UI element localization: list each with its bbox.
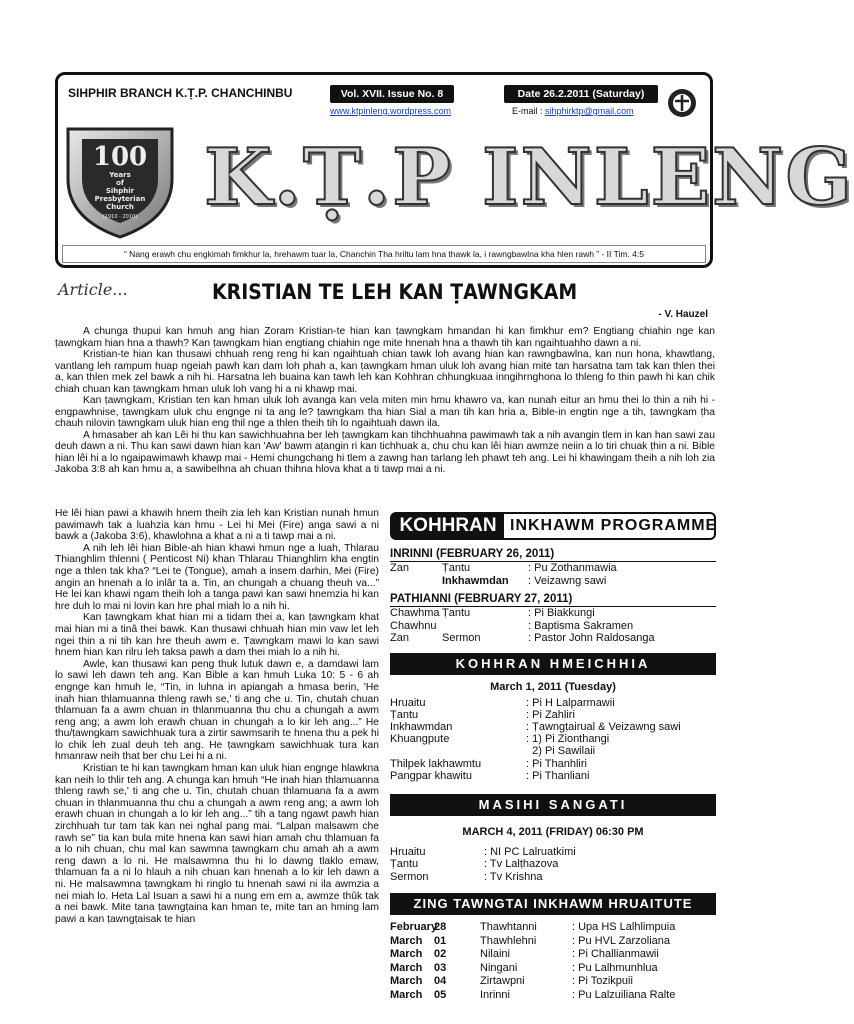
row-role: Ṭantu: [442, 607, 471, 619]
schedule-row: [390, 632, 716, 645]
shield-line: of: [116, 179, 124, 187]
row-role: Sermon: [390, 870, 429, 883]
row-value: : Pi Thanliani: [526, 769, 590, 782]
row-role: Inkhawmdan: [442, 574, 509, 587]
programme-banner-left: KOHHRAN: [392, 514, 504, 538]
row-month: March: [390, 934, 423, 947]
schedule-row: [390, 620, 716, 633]
article-paragraph: He lêi hian pawi a khawih hnem theih zia leh kan Kristian nunah hmun pawimawh tak a luahzia kan hmu - Lei hi Mei (Fire) anga sawi a ni bawk a (Jakoba 3:6), khawlohna a khat a ni a ti tawp mai a ni.: [55, 508, 379, 543]
row-day: 03: [434, 961, 447, 974]
row-value: : Pi Zahliri: [526, 708, 575, 721]
row-value: : Pi Thanhliri: [526, 757, 587, 770]
row-value: : Tv Krishna: [484, 870, 543, 883]
row-month: March: [390, 988, 423, 1001]
row-weekday: Inrinni: [480, 988, 510, 1001]
row-role: Hruaitu: [390, 696, 426, 709]
row-day: 04: [434, 975, 447, 988]
sangati-banner: MASIHI SANGATI: [390, 794, 716, 816]
newsletter-title: K.Ṭ.P INLENG: [204, 132, 854, 223]
row-role: Khuangpute: [390, 733, 450, 746]
row-weekday: Ningani: [480, 961, 518, 974]
row-time: Chawhnu: [390, 619, 437, 632]
row-weekday: Nilaini: [480, 948, 510, 961]
shield-number: 100: [92, 142, 148, 172]
website-link[interactable]: www.ktpinleng.wordpress.com: [330, 106, 452, 116]
row-value: : Tv Lalṭhazova: [484, 858, 559, 871]
row-weekday: Zirtawpni: [480, 975, 525, 988]
sangati-row: [390, 871, 716, 883]
row-value: : Pi Tozikpuii: [572, 975, 633, 988]
row-value: 2) Pi Sawilaii: [526, 745, 596, 758]
row-time: Zan: [390, 632, 409, 644]
article-author: - V. Hauzel: [658, 309, 708, 320]
masthead-verse: “ Nang erawh chu engkimah fimkhur la, hrehawm tuar la, Chanchin Tha hriltu lam hna thawk la, i rawngbawlna kha hlen rawh ” - II Tim. 4:5: [62, 245, 706, 263]
zing-row: [390, 935, 716, 949]
row-value: : Pu Lalzuiliana Ralte: [572, 988, 676, 1001]
row-time: Zan: [390, 562, 409, 574]
masthead: [55, 72, 854, 268]
sangati-date: MARCH 4, 2011 (FRIDAY) 06:30 PM: [462, 825, 644, 838]
section-heading: PATHIANNI (FEBRUARY 27, 2011): [390, 593, 716, 607]
programme-section: [390, 548, 716, 587]
row-value: : Upa HS Lalhlimpuia: [572, 921, 676, 934]
hmeichhia-banner: KOHHRAN HMEICHHIA: [390, 653, 716, 675]
row-month: March: [390, 961, 423, 974]
row-role: Pangpar khawitu: [390, 769, 472, 782]
shield-line: Church: [106, 203, 134, 211]
zing-row: [390, 962, 716, 976]
row-day: 28: [434, 921, 447, 934]
row-time: [390, 575, 442, 588]
zing-row: [390, 989, 716, 1003]
row-day: 01: [434, 934, 447, 947]
schedule-row: [390, 607, 716, 620]
article-paragraph: Kan ṭawngkam khat hian mi a tidam thei a, kan ṭawngkam khat mai hian mi a tinâ thei bawk. Kan thusawi chhuah hian min vaw let leh ngei thin a ni tih kan hre theuh awm e. Ṭawngkam mawi lo kan sawi hnem hian kan rilru leh taksa pawh a dam thei miah lo a nih hi.: [55, 612, 379, 659]
hmeichhia-row: [390, 709, 716, 721]
hmeichhia-row: [390, 697, 716, 709]
row-role: [390, 745, 526, 757]
schedule-row: [390, 575, 716, 588]
article-paragraph: Kristian-te hian kan thusawi chhuah reng reng hi kan ngaihtuah chian tawk loh avang hian kan rawngbawlna, kan nun hona, khawtlang, vantlang leh rampum huap ngeiah pawh kan dam loh phah a, kan ṭawngkam hman uluk loh avang hian mite tan harsatna tam tak kan thlen thei a, kan thlen mek zel bawk a nih hi. Harsatna leh buaina kan tawh leh kan Kohhran chhungkuaa inngihrnghona lo thleng fo thin pawh hi kan chik chiah chuan kan ṭawngkam hman uluk loh vang hi a ni khawp mai.: [55, 349, 715, 395]
row-value: : Pu HVL Zarzoliana: [572, 934, 671, 947]
row-weekday: Thawhtanni: [480, 921, 537, 934]
article-paragraph: A nih leh lêi hian Bible-ah hian khawi hmun nge a luah, Thlarau Thianghlim thlenni ( Penticost Ni) khan Thlarau Thianghlim kha engtin nge a thlen tak kha? “Lei te (Tongue), amah a insem darhin, Mei (Fire) angin an hnenah a lo inlâr ta a. Tin, an chungah a chuang theuh va...” He lei kan khawi ngam theih loh a tanga pawi kan sawi hnemzia hi kan hre duh lo mai ni lovin kan hre phal miah lo a nih hi.: [55, 542, 379, 612]
row-value: : NI PC Lalruatkimi: [484, 845, 576, 858]
branch-name: SIHPHIR BRANCH K.Ṭ.P. CHANCHINBU: [68, 86, 293, 100]
hmeichhia-row: [390, 721, 716, 733]
email-link[interactable]: sihphirktp@gmail.com: [545, 106, 634, 116]
zing-row: [390, 975, 716, 989]
row-value: : Baptisma Sakramen: [528, 619, 634, 632]
row-role: [442, 620, 528, 633]
programme-banner-right: INKHAWM PROGRAMME: [510, 517, 718, 534]
row-role: Hruaitu: [390, 845, 426, 858]
article-paragraph: A chunga thupui kan hmuh ang hian Zoram Kristian-te hian kan ṭawngkam hmandan hi kan fimkhur em? Engtiang chiahin nge kan ṭawngkam hian hna a thawh? Kan ṭawngkam hian engtiang chiahin nge mite hnenah hna a thawh tih kan ngaihtuahho dawn a ni.: [55, 326, 715, 349]
programme-column: [390, 512, 716, 1002]
row-value: : Pi H Lalparmawii: [526, 696, 615, 709]
programme-banner: [390, 512, 716, 540]
date-badge: Date 26.2.2011 (Saturday): [504, 85, 658, 103]
row-value: : 1) Pi Zionthangi: [526, 733, 610, 746]
shield-line: Presbyterian: [94, 195, 146, 203]
row-value: : Veizawng sawi: [528, 574, 607, 587]
row-month: February: [390, 921, 438, 934]
zing-banner: ZING TAWNGTAI INKHAWM HRUAITUTE: [390, 893, 716, 915]
sangati-row: [390, 846, 716, 858]
article-title: KRISTIAN TE LEH KAN ṬAWNGKAM: [212, 280, 578, 304]
shield-line: Years: [109, 171, 131, 179]
article-body-left: [55, 508, 379, 925]
row-value: : Pi Challianmawii: [572, 948, 659, 961]
article-paragraph: Kristian te hi kan ṭawngkam hman kan uluk hian engnge hlawkna kan neih lo thlir teh ang. A chunga kan hmuh “He inah hian thlamuanna thleng rawh se,' ti ang che u. Tin, chutah chuan thlamuana fa a awm chuan in thlanmuanna thu chu a chungah a awm reng ang; a awm loh erawh chuan in chungah a lo kir leh ang...” tih a tang ngawt pawh hian zirchhuah tur tam tak kan nei nghal pang mai. “Lalpan malsawm che rawh se” tia kan bula mite hnena kan sawi hian amah chu thlamuan fa a lo nih chuan, chu mal kan sawmna ṭawngkam chu amah ah a awm reng dawn a lo ni. He malsawmna thu hi lo dawng tlaklo emaw, thlamuan fa a ni lo hlauh a nih chuan kan hnenah a lo kir leh dawn a ni. He malsawmna ṭawngkam hi ringlo tu hnenah sawi ni ila awmzia a nei miah lo. Heta Lal Isuan a sawi hi a nung em em a, awmze thûk tak a nei bawk. Mite tana ṭawngṭaina kan hman te, mite tan an hming lam pawi a kan ṭawngṭaisak te hian: [55, 763, 379, 925]
hmeichhia-row: [390, 770, 716, 782]
email-line: [512, 106, 634, 116]
row-time: Chawhma: [390, 607, 440, 619]
row-day: 02: [434, 948, 447, 961]
zing-row: [390, 921, 716, 935]
article-paragraph: Awle, kan thusawi kan peng thuk lutuk dawn e, a damdawi lam lo sawi leh dawn teh ang. Kan Bible a kan hmuh Luka 10: 5 - 6 ah engnge kan hmuh le, “Tin, in luhna in apiangah a hmasa berin, 'He inah hian thlamuanna thleng rawh se,' ti ang che u. Tin, chutah chuan thlamuan fa a awm chuan in thlanmuanna thu chu a chungah a awm reng ang; a awm loh erawh chuan in chungah a lo kir leh ang...” He thu/ṭawngkam sawichhuak tura a zirtir sawmsarih te hnena thu a pek hi lo chik leh zual deuh teh ang. He ṭawngkam sawichhuak tura kan hmanraw neih that ber chu Lei hi a ni.: [55, 658, 379, 763]
row-role: Ṭantu: [390, 858, 419, 871]
row-month: March: [390, 948, 423, 961]
programme-section: [390, 593, 716, 645]
row-month: March: [390, 975, 423, 988]
row-value: : Pu Lalhmunhlua: [572, 961, 658, 974]
schedule-row: [390, 562, 716, 575]
masthead-topbar: [64, 83, 708, 116]
zing-row: [390, 948, 716, 962]
ktp-logo-icon: [664, 87, 700, 119]
row-role: Ṭantu: [390, 708, 419, 721]
email-label: E-mail :: [512, 106, 546, 116]
row-role: Ṭantu: [442, 562, 471, 574]
row-role: Inkhawmdan: [390, 720, 453, 733]
row-value: : Pu Zothanmawia: [528, 562, 617, 574]
article-label: Article...: [58, 280, 128, 299]
shield-line: Sihphir: [105, 187, 135, 195]
hmeichhia-date: March 1, 2011 (Tuesday): [490, 680, 616, 693]
row-role: Sermon: [442, 632, 481, 644]
row-value: : Pi Biakkungi: [528, 607, 595, 619]
hmeichhia-row: [390, 733, 716, 745]
row-value: : Ṭawngṭairual & Veizawng sawi: [526, 720, 681, 733]
row-role: Thilpek lakhawmtu: [390, 757, 482, 770]
row-weekday: Thawhlehni: [480, 934, 537, 947]
hmeichhia-row: [390, 758, 716, 770]
article-paragraph: Kan ṭawngkam, Kristian ten kan hman uluk loh avanga kan vela miten min hmu khawro va, kan nunah eitur an hmu thei lo thin a nih hi - engpawhnise, ṭawngkam uluk chu engnge ni ta ang le? ṭawngkam tha hian Sial a man tih kan hria a, Bible-in engtin nge a tih, ṭawngkam ṭha chauh nilovin ṭawngkam uluk hian eng thil nge a thlen theih tih lo ngaihtuah dawn ila.: [55, 395, 715, 429]
section-heading: INRINNI (FEBRUARY 26, 2011): [390, 548, 716, 562]
centenary-shield-icon: [60, 123, 180, 241]
article-body-full: [55, 326, 715, 476]
volume-badge: Vol. XVII. Issue No. 8: [330, 85, 454, 103]
row-day: 05: [434, 988, 447, 1001]
article-paragraph: A hmasaber ah kan Lêi hi thu kan sawichhuahna ber leh ṭawngkam kan tihchhuahna pawimawh tak a nih avangin tlem in kan han sawi zau deuh dawn a ni. Thu kan sawi dawn hian kan 'Aw' bawm aṭangin ri kan tichhuak a, chu chu kan lêi hian awmze neiin a lo tiri chuak ṭhin a ni. Bible hian lêi hi a lo ngaipawimawh khawp mai - Hemi chungchang hi tlem a zawng han tarlang leh phawt teh ang. Lei hi khawingam theih a nih loh zia Jakoba 3:8 ah kan hmu a, a sawibelhna ah chuan thihna hlova khat a ti tawp mai a ni.: [55, 429, 715, 475]
row-value: : Pastor John Raldosanga: [528, 632, 655, 644]
shield-years: (1910 - 2010): [102, 214, 138, 220]
hmeichhia-row: [390, 745, 716, 757]
sangati-row: [390, 858, 716, 870]
